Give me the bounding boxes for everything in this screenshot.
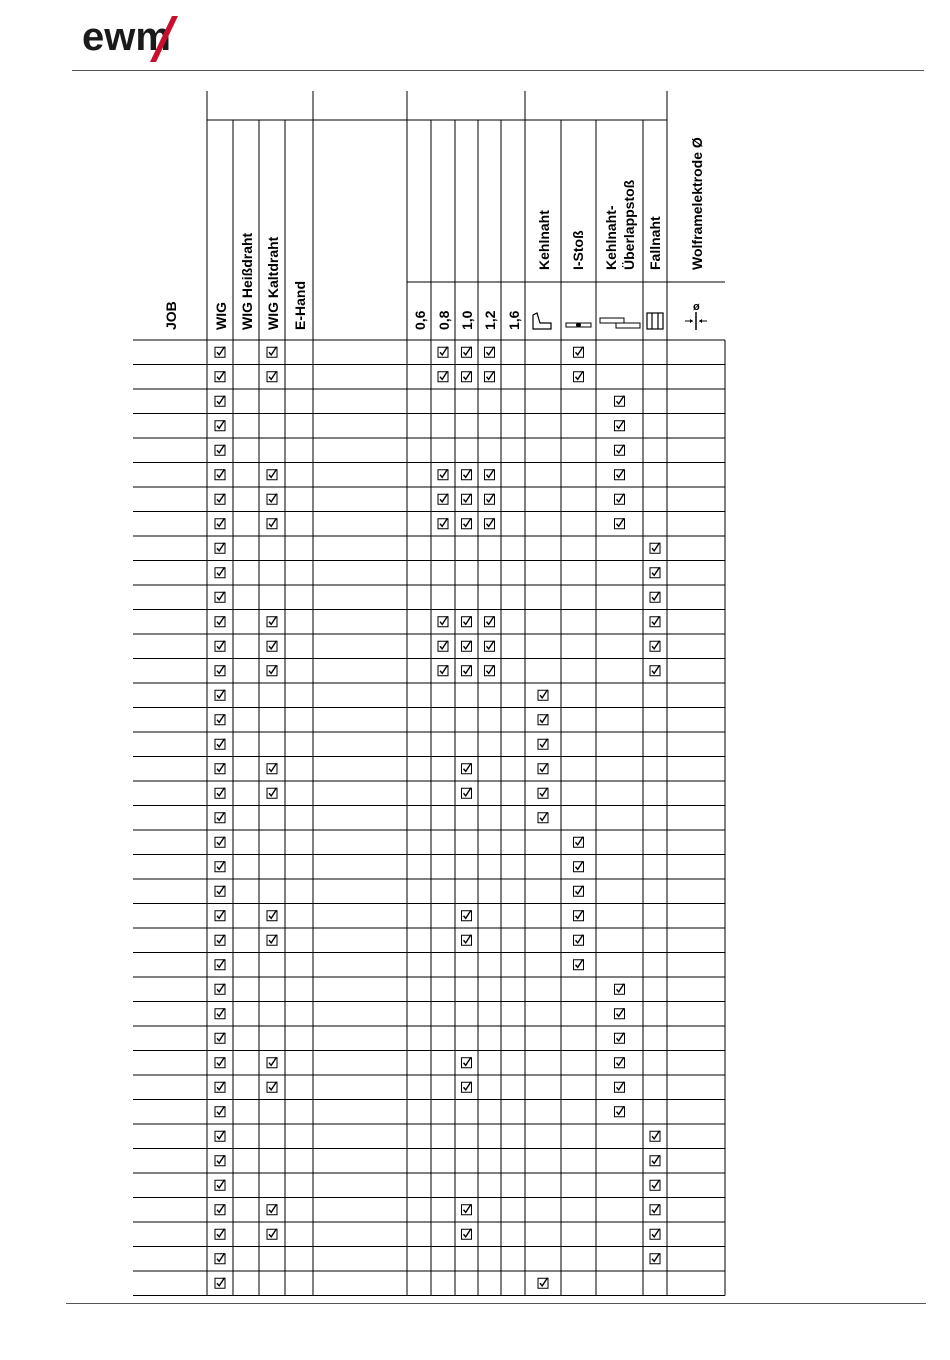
checkbox-checked-icon [215,641,225,652]
checkbox-checked-icon [485,616,495,627]
checkbox-checked-icon [615,1106,625,1117]
checkbox-checked-icon [267,1057,277,1068]
checkbox-checked-icon [438,371,448,382]
checkbox-checked-icon [538,739,548,750]
checkbox-checked-icon [485,469,495,480]
checkbox-checked-icon [462,494,472,505]
checkbox-checked-icon [462,518,472,529]
header-fallnaht: Fallnaht [647,216,663,270]
checkbox-checked-icon [215,959,225,970]
header-kehlnaht-ueberlapp-1: Kehlnaht- [603,205,619,270]
checkbox-checked-icon [538,788,548,799]
checkbox-checked-icon [267,935,277,946]
checkbox-checked-icon [438,347,448,358]
header-wig-heissdraht: WIG Heißdraht [239,232,255,330]
checkbox-checked-icon [538,714,548,725]
checkbox-checked-icon [215,1008,225,1019]
checkbox-checked-icon [267,641,277,652]
checkbox-checked-icon [438,665,448,676]
electrode-diameter-icon [685,301,707,330]
checkbox-checked-icon [462,1082,472,1093]
checkbox-checked-icon [215,1082,225,1093]
checkbox-checked-icon [650,567,660,578]
checkbox-checked-icon [650,1204,660,1215]
checkbox-checked-icon [215,690,225,701]
checkbox-checked-icon [485,665,495,676]
checkbox-checked-icon [650,665,660,676]
checkbox-checked-icon [215,1229,225,1240]
checkbox-checked-icon [215,714,225,725]
checkbox-checked-icon [574,347,584,358]
header-wire-diameter: 0,8 [436,310,452,330]
checkbox-checked-icon [615,1008,625,1019]
checkbox-checked-icon [215,1057,225,1068]
checkbox-checked-icon [485,641,495,652]
checkbox-checked-icon [462,910,472,921]
checkbox-checked-icon [462,469,472,480]
butt-joint-icon [566,323,591,328]
checkbox-checked-icon [650,616,660,627]
header-wire-diameter: 1,6 [506,310,522,330]
checkbox-checked-icon [462,641,472,652]
checkbox-checked-icon [215,445,225,456]
vertical-down-weld-icon [647,313,663,329]
checkbox-checked-icon [615,420,625,431]
checkbox-checked-icon [215,739,225,750]
checkbox-checked-icon [462,371,472,382]
checkbox-checked-icon [438,616,448,627]
logo-wordmark: ewm [82,15,171,59]
checkbox-checked-icon [574,935,584,946]
checkbox-checked-icon [438,518,448,529]
checkbox-checked-icon [267,1204,277,1215]
checkbox-checked-icon [215,469,225,480]
checkbox-checked-icon [215,420,225,431]
checkbox-checked-icon [462,665,472,676]
header-e-hand: E-Hand [292,281,308,330]
checkbox-checked-icon [462,616,472,627]
checkbox-checked-icon [438,641,448,652]
header-wire-diameter: 0,6 [412,310,428,330]
checkbox-checked-icon [267,763,277,774]
checkbox-checked-icon [215,1033,225,1044]
checkbox-checked-icon [650,1180,660,1191]
checkbox-checked-icon [215,935,225,946]
checkbox-checked-icon [215,494,225,505]
checkbox-checked-icon [267,616,277,627]
checkbox-checked-icon [215,763,225,774]
checkbox-checked-icon [215,616,225,627]
checkbox-checked-icon [462,347,472,358]
checkbox-checked-icon [215,567,225,578]
checkbox-checked-icon [215,861,225,872]
checkbox-checked-icon [650,1155,660,1166]
checkbox-checked-icon [650,1253,660,1264]
checkbox-checked-icon [650,543,660,554]
checkbox-checked-icon [485,494,495,505]
checkbox-checked-icon [574,371,584,382]
checkbox-checked-icon [267,469,277,480]
checkbox-checked-icon [215,1106,225,1117]
checkbox-checked-icon [215,1155,225,1166]
checkbox-checked-icon [538,812,548,823]
checkbox-checked-icon [215,837,225,848]
checkbox-checked-icon [215,788,225,799]
checkbox-checked-icon [615,518,625,529]
checkbox-checked-icon [538,1278,548,1289]
checkbox-checked-icon [485,371,495,382]
checkbox-checked-icon [215,1204,225,1215]
svg-text:ø: ø [693,301,700,313]
checkbox-checked-icon [267,665,277,676]
checkbox-checked-icon [215,518,225,529]
header-kehlnaht-ueberlapp-2: Überlappstoß [621,179,637,270]
checkbox-checked-icon [615,445,625,456]
checkbox-checked-icon [215,347,225,358]
checkbox-checked-icon [462,1204,472,1215]
checkbox-checked-icon [615,469,625,480]
checkbox-checked-icon [574,886,584,897]
header-i-stoss: I-Stoß [570,230,586,270]
checkbox-checked-icon [267,494,277,505]
header-wig-kaltdraht: WIG Kaltdraht [265,236,281,330]
checkbox-checked-icon [267,371,277,382]
checkbox-checked-icon [267,1229,277,1240]
checkbox-checked-icon [215,1278,225,1289]
checkbox-checked-icon [215,984,225,995]
checkbox-checked-icon [574,910,584,921]
checkbox-checked-icon [538,763,548,774]
checkbox-checked-icon [615,1033,625,1044]
checkbox-checked-icon [215,371,225,382]
checkbox-checked-icon [215,886,225,897]
checkbox-checked-icon [267,347,277,358]
checkbox-checked-icon [650,1229,660,1240]
lap-joint-icon [600,318,640,328]
checkbox-checked-icon [615,1057,625,1068]
checkbox-checked-icon [438,469,448,480]
checkbox-checked-icon [215,1253,225,1264]
checkbox-checked-icon [650,641,660,652]
checkbox-checked-icon [267,1082,277,1093]
checkbox-checked-icon [462,763,472,774]
checkbox-checked-icon [538,690,548,701]
checkbox-checked-icon [574,861,584,872]
checkbox-checked-icon [215,1180,225,1191]
checkbox-checked-icon [215,665,225,676]
header-wire-diameter: 1,2 [482,310,498,330]
header-wolframelektrode: Wolframelektrode Ø [689,137,705,270]
checkbox-checked-icon [215,812,225,823]
checkbox-checked-icon [267,788,277,799]
checkbox-checked-icon [615,396,625,407]
checkbox-checked-icon [215,1131,225,1142]
checkbox-checked-icon [615,1082,625,1093]
checkbox-checked-icon [462,788,472,799]
checkbox-checked-icon [650,1131,660,1142]
header-wire-diameter: 1,0 [459,310,475,330]
checkbox-checked-icon [574,959,584,970]
header-kehlnaht: Kehlnaht [536,210,552,270]
checkbox-checked-icon [462,935,472,946]
checkbox-checked-icon [574,837,584,848]
checkbox-checked-icon [650,592,660,603]
checkbox-checked-icon [462,1229,472,1240]
checkbox-checked-icon [215,910,225,921]
fillet-weld-icon [533,313,551,329]
checkbox-checked-icon [462,1057,472,1068]
checkbox-checked-icon [215,396,225,407]
header-wig: WIG [213,302,229,330]
checkbox-checked-icon [215,543,225,554]
checkbox-checked-icon [615,984,625,995]
checkbox-checked-icon [438,494,448,505]
checkbox-checked-icon [615,494,625,505]
checkbox-checked-icon [215,592,225,603]
checkbox-checked-icon [485,347,495,358]
checkbox-checked-icon [485,518,495,529]
checkbox-checked-icon [267,518,277,529]
checkbox-checked-icon [267,910,277,921]
header-job: JOB [163,301,179,330]
